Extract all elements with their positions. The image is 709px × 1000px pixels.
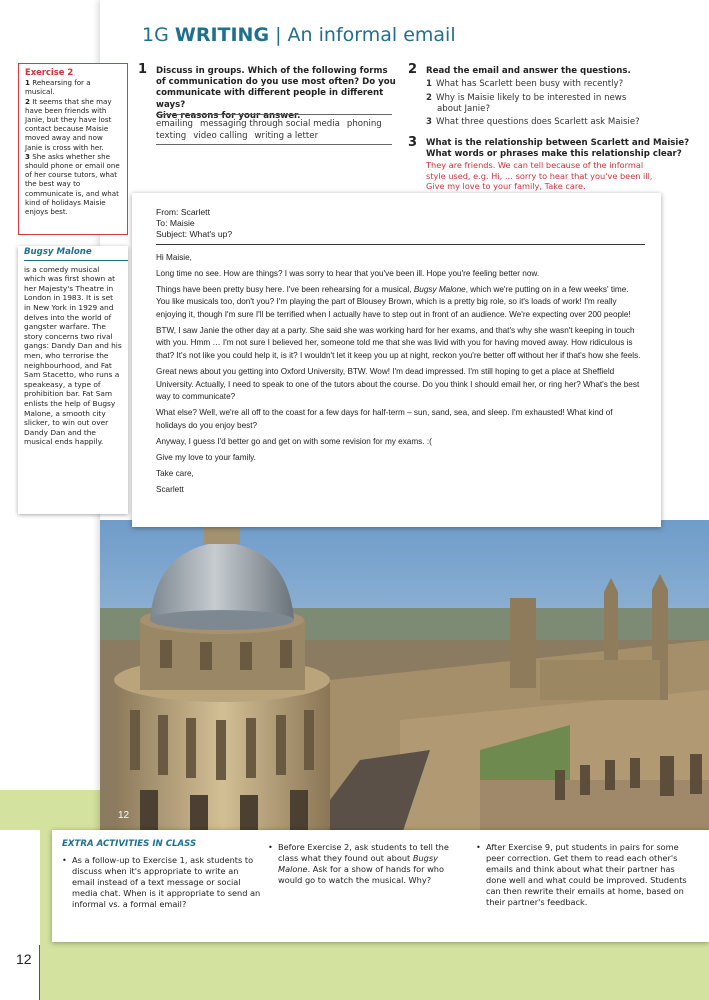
exercise-2-number: 2 bbox=[408, 62, 418, 77]
exercise-1-number: 1 bbox=[138, 62, 148, 77]
email-paragraph: BTW, I saw Janie the other day at a party. She said she was working hard for her exams, and that's why she wasn't keeping in touch with you. Hmm … I'm not sure I believed her, someone told me that she was livid with you for having moved away. How ridiculous is that? It's not like you could help it, is it? I wouldn't let it keep you up at night, reckon you're better off without her if that's how she feels. bbox=[156, 325, 641, 360]
bullet-icon: • bbox=[476, 842, 481, 852]
bullet-icon: • bbox=[62, 855, 67, 865]
email-subject: Subject: What's up? bbox=[156, 229, 233, 240]
page-number-rule bbox=[39, 945, 40, 1000]
email-card bbox=[132, 193, 661, 527]
answer-item: 1 Rehearsing for a musical. bbox=[25, 78, 91, 97]
email-paragraph: What else? Well, we're all off to the coast for a few days for half-term – sun, sand, sea, and sleep. I'm exhausted! What kind of holidays do you enjoy best? bbox=[156, 408, 613, 430]
oxford-radcliffe-camera-photo bbox=[100, 520, 709, 840]
email-from: From: Scarlett bbox=[156, 207, 210, 217]
extra-activity-1: • As a follow-up to Exercise 1, ask students to discuss when it's appropriate to write an email instead of a text message or social media chat. When is it appropriate to send an informal vs. a formal email? bbox=[62, 855, 261, 909]
email-header-rule bbox=[156, 244, 645, 245]
exercise-2-item: 2 Why is Maisie likely to be interested in news about Janie? bbox=[426, 93, 627, 115]
page-title: 1G WRITING | An informal email bbox=[142, 24, 456, 46]
communication-word-box: emailing messaging through social media phoning texting video calling writing a letter bbox=[156, 114, 392, 145]
exercise-3-answer: They are friends. We can tell because of the informal style used, e.g. Hi, … sorry to hear that you've been ill, Give my love to your family, Take care. bbox=[426, 160, 653, 192]
bullet-icon: • bbox=[268, 842, 273, 852]
email-paragraph: Long time no see. How are things? I was sorry to hear that you've been ill. Hope you're feeling better now. bbox=[156, 268, 540, 278]
bugsy-malone-info-box bbox=[18, 246, 128, 514]
email-paragraph: Anyway, I guess I'd better go and get on with some revision for my exams. :( bbox=[156, 436, 432, 446]
extra-activity-2: • Before Exercise 2, ask students to tell the class what they found out about Bugsy Malone. Ask for a show of hands for who would go to watch the musical. Why? bbox=[268, 842, 449, 885]
bugsy-malone-title: Bugsy Malone bbox=[24, 248, 128, 261]
exercise-1-question: Discuss in groups. Which of the following forms of communication do you use most often? Do you communicate with different people in different ways? Give reasons for your answer. bbox=[156, 66, 396, 121]
email-signature: Scarlett bbox=[156, 484, 184, 494]
email-header bbox=[156, 207, 641, 241]
exercise-2-question: Read the email and answer the questions. bbox=[426, 66, 631, 76]
email-paragraph: Great news about you getting into Oxford University, BTW. Wow! I'm dead impressed. I'm still hoping to get a place at Sheffield University. Actually, I need to speak to one of the tutors about the course. Do you think I should email her, or ring her? What's the best way to communicate? bbox=[156, 366, 640, 402]
email-paragraph: Things have been pretty busy here. I've been rehearsing for a musical, Bugsy Malone, which we're putting on in a few weeks' time. You like musicals too, don't you? I'm playing the part of Blousey Brown, which is a pretty big role, so it's loads of work! I'm really enjoying it, though I'm sure I'll be terrified when I actually have to step out in front of an audience. We're expecting over 200 people! bbox=[156, 284, 631, 319]
exercise-2-item: 1 What has Scarlett been busy with recently? bbox=[426, 79, 624, 89]
email-greeting: Hi Maisie, bbox=[156, 252, 192, 262]
email-paragraph: Give my love to your family. bbox=[156, 452, 256, 462]
extra-activities-title: EXTRA ACTIVITIES IN CLASS bbox=[62, 839, 197, 849]
photo-caption-number: 12 bbox=[118, 810, 130, 821]
answer-item: 3 She asks whether she should phone or email one of her course tutors, what the best way to communicate is, and what kind of holidays Maisie enjoys best. bbox=[25, 151, 120, 217]
answer-item: 2 It seems that she may have been friends with Janie, but they have lost contact because Maisie moved away and now Janie is cross with her. bbox=[25, 96, 112, 152]
email-closing: Take care, bbox=[156, 468, 194, 478]
email-to: To: Maisie bbox=[156, 218, 195, 229]
exercise-3-question: What is the relationship between Scarlett and Maisie? What words or phrases make this relationship clear? bbox=[426, 138, 690, 160]
exercise-2-item: 3 What three questions does Scarlett ask Maisie? bbox=[426, 117, 640, 127]
extra-activities-box bbox=[52, 830, 709, 942]
email-body bbox=[156, 252, 641, 497]
exercise-3-number: 3 bbox=[408, 135, 418, 150]
page-number: 12 bbox=[16, 951, 32, 967]
left-margin bbox=[0, 830, 40, 1000]
exercise-2-answers-box bbox=[18, 63, 128, 235]
exercise-2-answers-title: Exercise 2 bbox=[25, 67, 74, 77]
bugsy-malone-text: is a comedy musical which was first shown at her Majesty's Theatre in London in 1983. It is set in New York in 1929 and delves into the world of gangster warfare. The story concerns two rival gangs: Dandy Dan and his men, who terrorise the neighbourhood, and Fat Sam Stacetto, who runs a speakeasy, a type of prohibition bar. Fat Sam enlists the help of Bugsy Malone, a smooth city slicker, to win out over Dandy Dan and the musical ends happily. bbox=[24, 264, 122, 447]
extra-activity-3: • After Exercise 9, put students in pairs for some peer correction. Get them to read each other's emails and think about what their partner has done well and what could be improved. Students can then rewrite their emails at home, based on their partner's feedback. bbox=[476, 842, 687, 907]
